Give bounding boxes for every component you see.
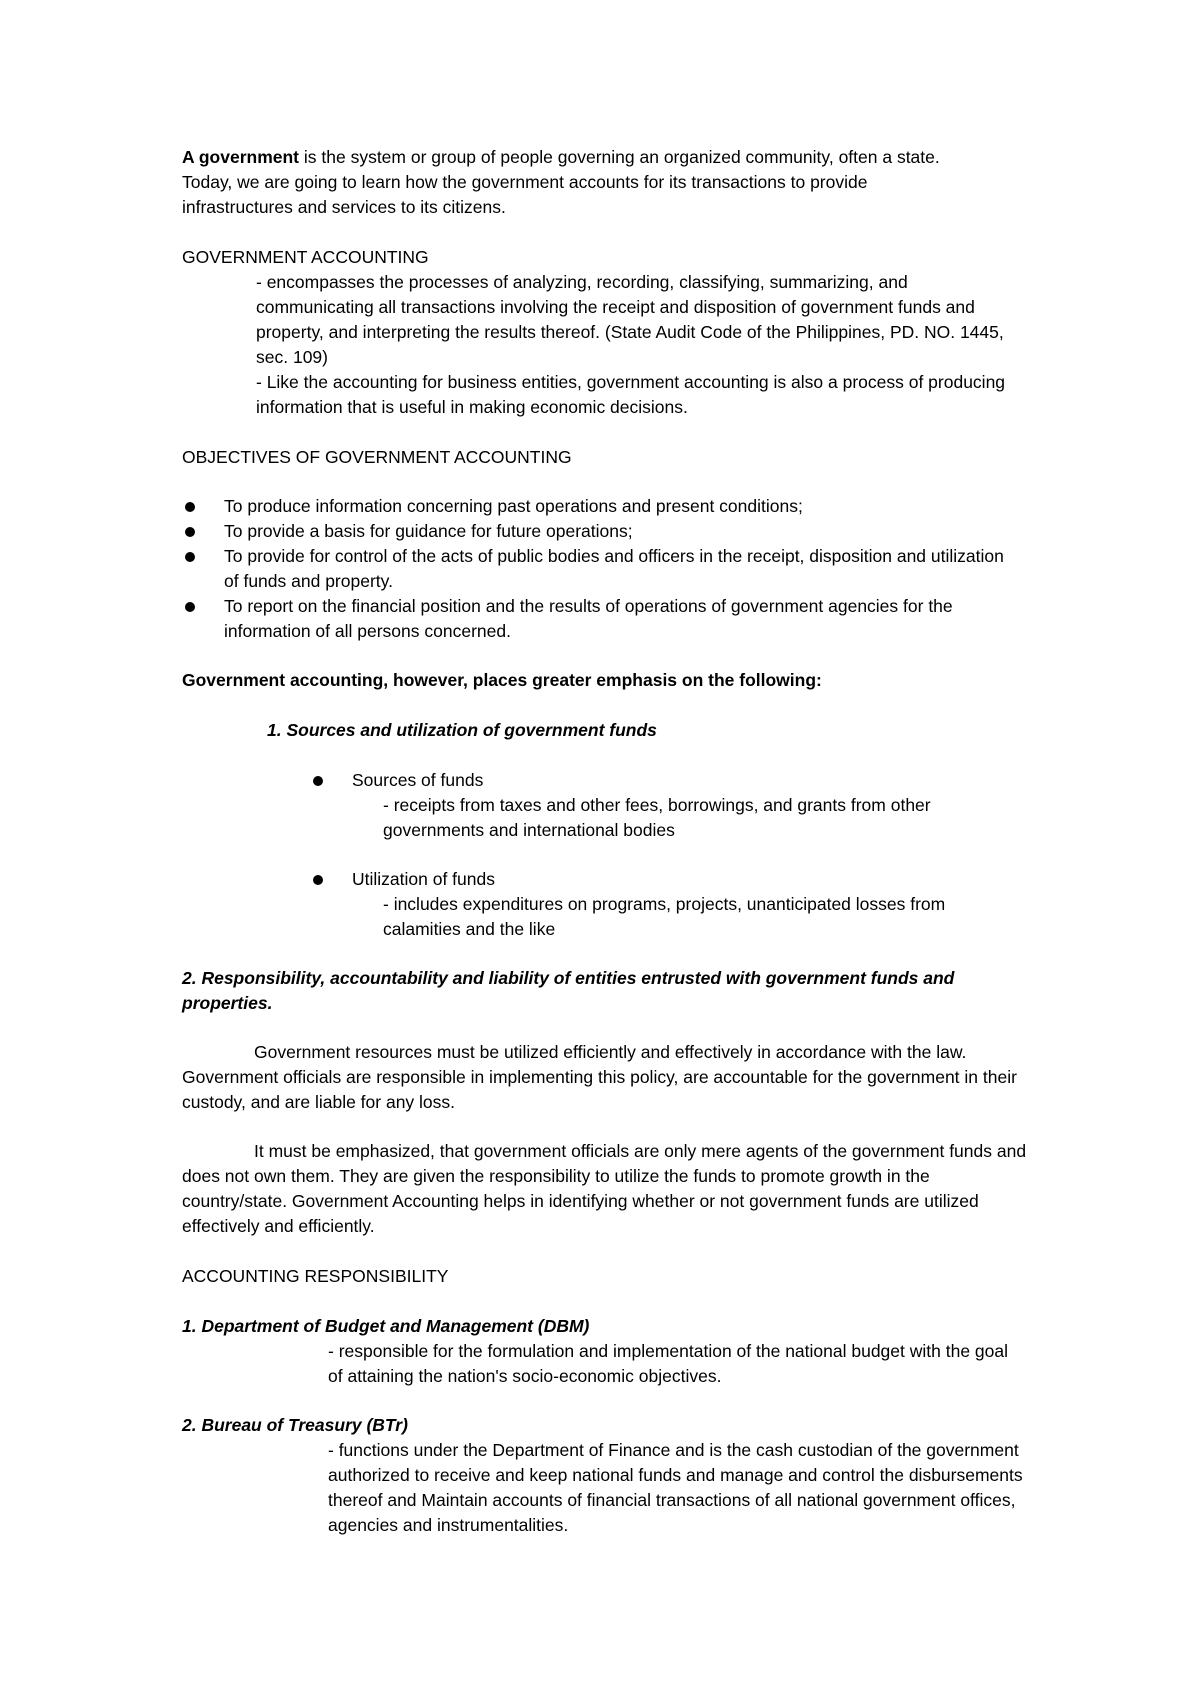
- gov-accounting-def-2: - Like the accounting for business entities, government accounting is also a process of producing information that is useful in making economic decisions.: [256, 372, 1006, 417]
- utilization-of-funds-item: [310, 867, 1010, 892]
- bullet-icon: [185, 552, 195, 562]
- utilization-label: Utilization of funds: [352, 869, 495, 889]
- btr-description: - functions under the Department of Finance and is the cash custodian of the government authorized to receive and keep national funds and manage and control the disbursements thereof and Maintain accounts of financial transactions of all national government offices, agencies and instrumentalities.: [328, 1440, 1023, 1535]
- emphasis-sub2-title: 2. Responsibility, accountability and liability of entities entrusted with government funds and properties.: [182, 968, 955, 1013]
- sources-of-funds-item: [310, 768, 1010, 793]
- objectives-heading: OBJECTIVES OF GOVERNMENT ACCOUNTING: [182, 447, 572, 467]
- utilization-description: - includes expenditures on programs, projects, unanticipated losses from calamities and the like: [383, 894, 946, 939]
- responsibility-paragraph-2: It must be emphasized, that government officials are only mere agents of the government funds and does not own them. They are given the responsibility to utilize the funds to promote growth in the country/state. Government Accounting helps in identifying whether or not government funds are utilized effectively and efficiently.: [182, 1141, 1027, 1236]
- bullet-icon: [185, 502, 195, 512]
- gov-accounting-heading: GOVERNMENT ACCOUNTING: [182, 247, 429, 267]
- list-item: [182, 594, 1022, 644]
- bullet-icon: [185, 602, 195, 612]
- intro-line-3: infrastructures and services to its citizens.: [182, 197, 506, 217]
- dbm-description: - responsible for the formulation and implementation of the national budget with the goal of attaining the nation's socio-economic objectives.: [328, 1341, 1009, 1386]
- intro-paragraph: [182, 145, 1042, 220]
- sources-description: - receipts from taxes and other fees, borrowings, and grants from other governments and international bodies: [383, 795, 931, 840]
- list-item: [182, 494, 1022, 519]
- list-item: [310, 867, 1010, 892]
- bullet-icon: [313, 776, 323, 786]
- intro-line-1: [182, 145, 1042, 170]
- emphasis-heading: Government accounting, however, places greater emphasis on the following:: [182, 670, 822, 690]
- list-item: [310, 768, 1010, 793]
- intro-line-2: Today, we are going to learn how the government accounts for its transactions to provide: [182, 172, 868, 192]
- objective-text: To provide a basis for guidance for future operations;: [224, 521, 633, 541]
- list-item: [182, 519, 1022, 544]
- bullet-icon: [185, 527, 195, 537]
- emphasis-sub1-title: 1. Sources and utilization of government funds: [267, 720, 657, 740]
- bullet-icon: [313, 875, 323, 885]
- list-item: [182, 544, 1022, 594]
- objectives-list: [182, 494, 1022, 644]
- objective-text: To produce information concerning past operations and present conditions;: [224, 496, 803, 516]
- gov-accounting-definition: [256, 270, 1016, 420]
- gov-accounting-def-1: - encompasses the processes of analyzing, recording, classifying, summarizing, and communicating all transactions involving the receipt and disposition of government funds and property, and interpreting the results thereof. (State Audit Code of the Philippines, PD. NO. 1445, sec. 109): [256, 272, 1004, 367]
- btr-title: 2. Bureau of Treasury (BTr): [182, 1415, 408, 1435]
- intro-lead-term: A government: [182, 147, 300, 167]
- objective-text: To report on the financial position and the results of operations of government agencies for the information of all persons concerned.: [224, 596, 953, 641]
- objective-text: To provide for control of the acts of public bodies and officers in the receipt, disposition and utilization of funds and property.: [224, 546, 1004, 591]
- sources-label: Sources of funds: [352, 770, 484, 790]
- dbm-title: 1. Department of Budget and Management (DBM): [182, 1316, 590, 1336]
- intro-lead-rest: is the system or group of people governing an organized community, often a state.: [299, 147, 940, 167]
- accounting-responsibility-heading: ACCOUNTING RESPONSIBILITY: [182, 1266, 449, 1286]
- responsibility-paragraph-1: Government resources must be utilized efficiently and effectively in accordance with the law. Government officials are responsible in implementing this policy, are accountable for the government in their custody, and are liable for any loss.: [182, 1042, 1017, 1112]
